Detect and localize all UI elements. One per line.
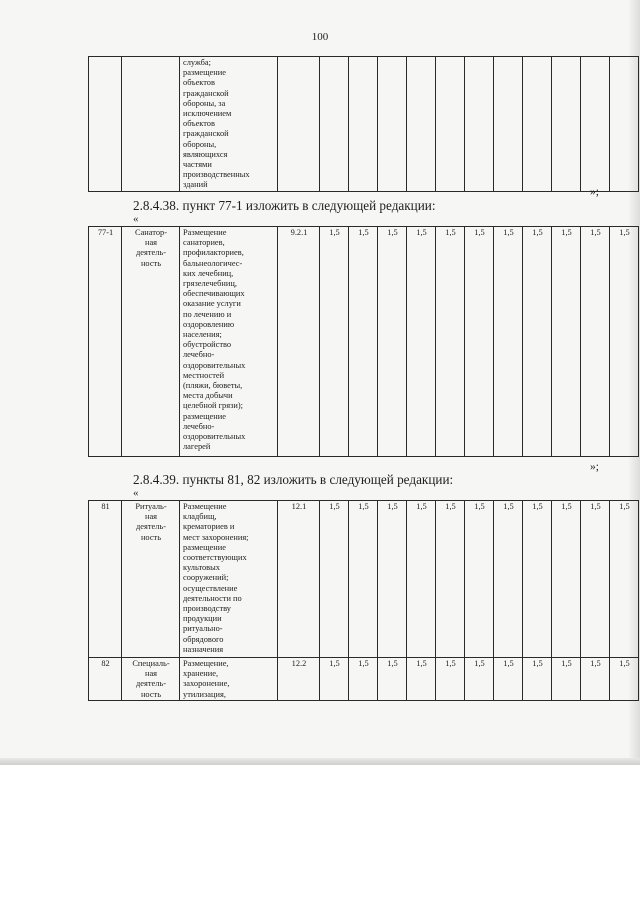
text-line: размещение [183,542,226,552]
text-line: гражданской [183,88,229,98]
opening-quote-1: « [133,213,139,225]
text-line: объектов [183,119,215,129]
desc-text [183,228,275,452]
coef-cell: 1,5 [320,227,349,457]
table-row [89,57,639,192]
name-text [125,228,177,269]
text-line: Ритуаль- [135,502,167,511]
code-cell [278,57,320,192]
coef-cell [320,57,349,192]
text-line: осуществление [183,583,238,593]
text-line: ритуально- [183,624,223,634]
coef-cell [436,57,465,192]
code-cell: 12.2 [278,658,320,701]
closing-quote-1: »; [590,186,599,198]
text-line: населения; [183,330,222,340]
text-line: кладбищ, [183,512,217,522]
desc-text [183,58,275,191]
text-line: оказание услуги [183,299,241,309]
coef-cell: 1,5 [378,658,407,701]
text-line: гражданской [183,129,229,139]
text-line: оздоровлению [183,319,235,329]
text-line: Размещение [183,228,227,237]
coef-cell: 1,5 [320,658,349,701]
code-cell: 12.1 [278,501,320,658]
table-row [89,227,639,457]
coef-cell [494,57,523,192]
text-line: обороны, [183,139,217,149]
desc-cell [180,501,278,658]
text-line: Размещение [183,502,227,511]
text-line: ность [140,258,162,268]
text-line: размещение [183,68,226,78]
page-edge-shadow-bottom [0,758,640,765]
text-line: грязелечебниц, [183,279,237,289]
coef-cell [465,57,494,192]
text-line: исключением [183,109,232,119]
coef-cell: 1,5 [407,658,436,701]
text-line: соответствующих [183,553,247,563]
table-rows-81-82 [88,500,639,701]
coef-cell: 1,5 [349,227,378,457]
text-line: захоронение, [183,679,230,689]
coef-cell: 1,5 [552,658,581,701]
text-line: лечебно- [183,350,215,360]
coef-cell: 1,5 [465,501,494,658]
coef-cell: 1,5 [494,501,523,658]
text-line: ность [140,532,162,542]
text-line: деятель- [136,679,166,689]
coef-cell: 1,5 [378,501,407,658]
coef-cell: 1,5 [378,227,407,457]
coef-cell: 1,5 [581,227,610,457]
coef-cell: 1,5 [465,658,494,701]
table-row [89,658,639,701]
coef-cell: 1,5 [610,501,639,658]
text-line: размещение [183,411,226,421]
coef-cell: 1,5 [610,227,639,457]
text-line: деятель- [136,522,166,532]
text-line: Размещение, [183,659,229,668]
coef-cell: 1,5 [349,501,378,658]
coef-cell [523,57,552,192]
name-cell [122,227,180,457]
coef-cell [552,57,581,192]
table-continued [88,56,639,192]
closing-quote-2: »; [590,461,599,473]
text-line: частями [183,160,212,170]
text-line: мест захоронения; [183,532,249,542]
coef-cell: 1,5 [436,658,465,701]
num-cell: 81 [89,501,122,658]
coef-cell: 1,5 [407,227,436,457]
coef-cell: 1,5 [349,658,378,701]
coef-cell: 1,5 [523,227,552,457]
text-line: места добычи [183,391,233,401]
coef-cell: 1,5 [581,501,610,658]
coef-cell: 1,5 [436,227,465,457]
text-line: по лечению и [183,309,232,319]
text-line: лечебно- [183,421,215,431]
coef-cell: 1,5 [523,501,552,658]
coef-cell: 1,5 [523,658,552,701]
coef-cell [349,57,378,192]
text-line: производственных [183,170,250,180]
text-line: (пляжи, бюветы, [183,381,243,391]
coef-cell: 1,5 [320,501,349,658]
coef-cell [407,57,436,192]
coef-cell: 1,5 [465,227,494,457]
num-cell [89,57,122,192]
coef-cell: 1,5 [407,501,436,658]
opening-quote-2: « [133,487,139,499]
text-line: деятельности по [183,593,242,603]
text-line: местностей [183,370,225,380]
text-line: обороны, за [183,98,226,108]
text-line: назначения [183,644,224,654]
coef-cell: 1,5 [494,227,523,457]
text-line: продукции [183,614,222,624]
code-cell: 9.2.1 [278,227,320,457]
coef-cell: 1,5 [436,501,465,658]
text-line: Специаль- [132,659,170,668]
text-line: крематориев и [183,522,235,532]
desc-text [183,502,275,655]
page-number: 100 [311,31,329,43]
text-line: Санатор- [135,228,167,237]
text-line: сооружений; [183,573,229,583]
text-line: ная [144,512,158,522]
coef-cell: 1,5 [552,227,581,457]
desc-cell [180,227,278,457]
text-line: оздоровительных [183,432,246,442]
text-line: оздоровительных [183,360,246,370]
text-line: обустройство [183,340,232,350]
coef-cell: 1,5 [552,501,581,658]
text-line: целебной грязи); [183,401,243,411]
name-text [125,502,177,543]
text-line: ких лечебниц, [183,268,234,278]
text-line: утилизация, [183,689,226,699]
text-line: профилакториев, [183,248,244,258]
text-line: служба; [183,58,211,67]
name-cell [122,658,180,701]
num-cell: 82 [89,658,122,701]
text-line: деятель- [136,248,166,258]
text-line: являющихся [183,149,228,159]
num-cell: 77-1 [89,227,122,457]
text-line: объектов [183,78,215,88]
text-line: обрядового [183,634,224,644]
text-line: бальнеологичес- [183,258,243,268]
desc-cell [180,658,278,701]
section-heading-2-8-4-38: 2.8.4.38. пункт 77-1 изложить в следующей редакции: [133,198,436,213]
text-line: ная [144,669,158,679]
name-cell [122,57,180,192]
coef-cell [581,57,610,192]
name-text [125,659,177,700]
desc-text [183,659,275,700]
text-line: ная [144,238,158,248]
coef-cell: 1,5 [610,658,639,701]
coef-cell [378,57,407,192]
desc-cell [180,57,278,192]
coef-cell [610,57,639,192]
text-line: лагерей [183,442,211,452]
text-line: обеспечивающих [183,289,245,299]
table-row-77-1 [88,226,639,457]
coef-cell: 1,5 [581,658,610,701]
name-cell [122,501,180,658]
section-heading-2-8-4-39: 2.8.4.39. пункты 81, 82 изложить в следующей редакции: [133,472,454,487]
text-line: культовых [183,563,220,573]
text-line: хранение, [183,669,219,679]
text-line: санаториев, [183,238,225,248]
text-line: производству [183,604,231,614]
text-line: ность [140,689,162,699]
text-line: зданий [183,180,208,190]
table-row [89,501,639,658]
coef-cell: 1,5 [494,658,523,701]
